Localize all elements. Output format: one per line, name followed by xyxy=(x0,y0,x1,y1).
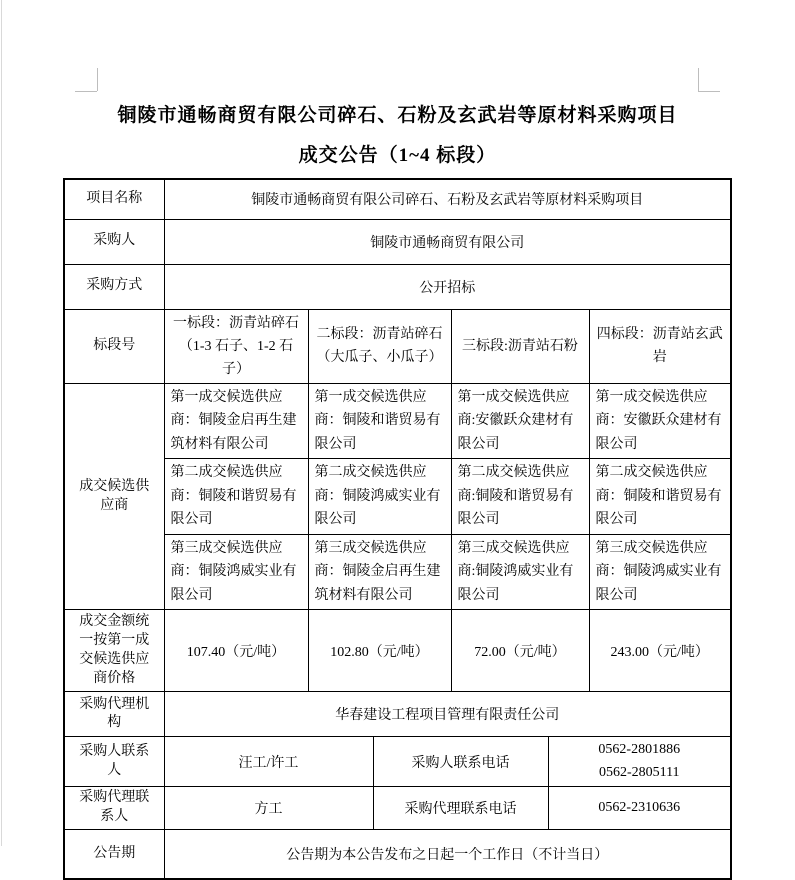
project-name-label: 项目名称 xyxy=(64,179,164,219)
title-line-2: 成交公告（1~4 标段） xyxy=(298,145,497,166)
row-candidates-second xyxy=(64,459,731,535)
method-label: 采购方式 xyxy=(64,264,164,309)
candidate-third-1: 第三成交候选供应商：铜陵鸿威实业有限公司 xyxy=(164,534,308,610)
margin-cropmark-top-right-icon xyxy=(698,68,723,92)
purchaser-phone-label: 采购人联系电话 xyxy=(373,737,548,787)
row-method xyxy=(64,264,731,309)
purchaser-contact-label: 采购人联系人 xyxy=(64,737,164,787)
row-purchaser-contact xyxy=(64,737,731,787)
row-price xyxy=(64,610,731,692)
agency-value: 华春建设工程项目管理有限责任公司 xyxy=(164,692,731,737)
candidate-first-1: 第一成交候选供应商：铜陵金启再生建筑材料有限公司 xyxy=(164,383,308,459)
row-sections xyxy=(64,309,731,383)
section-4: 四标段：沥青站玄武岩 xyxy=(589,309,731,383)
agency-contact-label: 采购代理联系人 xyxy=(64,787,164,830)
purchaser-phone-value xyxy=(548,737,731,787)
title-line-1: 铜陵市通畅商贸有限公司碎石、石粉及玄武岩等原材料采购项目 xyxy=(117,105,678,126)
agency-label: 采购代理机构 xyxy=(64,692,164,737)
candidate-third-2: 第三成交候选供应商：铜陵金启再生建筑材料有限公司 xyxy=(308,534,451,610)
row-notice-period xyxy=(64,829,731,879)
candidate-third-3: 第三成交候选供应商:铜陵鸿威实业有限公司 xyxy=(451,534,589,610)
candidate-first-2: 第一成交候选供应商：铜陵和谐贸易有限公司 xyxy=(308,383,451,459)
method-value: 公开招标 xyxy=(164,264,731,309)
document-title xyxy=(0,96,795,176)
price-2: 102.80（元/吨） xyxy=(308,610,451,692)
agency-phone-label: 采购代理联系电话 xyxy=(373,787,548,830)
purchaser-phone-2: 0562-2805111 xyxy=(598,764,680,780)
notice-period-value: 公告期为本公告发布之日起一个工作日（不计当日） xyxy=(164,829,731,879)
price-1: 107.40（元/吨） xyxy=(164,610,308,692)
purchaser-label: 采购人 xyxy=(64,219,164,264)
section-1: 一标段：沥青站碎石（1-3 石子、1-2 石子） xyxy=(164,309,308,383)
candidate-first-4: 第一成交候选供应商：安徽跃众建材有限公司 xyxy=(589,383,731,459)
purchaser-phone-1: 0562-2801886 xyxy=(598,742,681,758)
candidate-second-1: 第二成交候选供应商：铜陵和谐贸易有限公司 xyxy=(164,459,308,535)
notice-period-label: 公告期 xyxy=(64,829,164,879)
price-3: 72.00（元/吨） xyxy=(451,610,589,692)
row-purchaser xyxy=(64,219,731,264)
section-2: 二标段：沥青站碎石（大瓜子、小瓜子） xyxy=(308,309,451,383)
announcement-table xyxy=(63,178,732,880)
project-name-value: 铜陵市通畅商贸有限公司碎石、石粉及玄武岩等原材料采购项目 xyxy=(164,179,731,219)
candidate-second-4: 第二成交候选供应商：铜陵和谐贸易有限公司 xyxy=(589,459,731,535)
purchaser-value: 铜陵市通畅商贸有限公司 xyxy=(164,219,731,264)
price-label: 成交金额统一按第一成交候选供应商价格 xyxy=(64,610,164,692)
price-4: 243.00（元/吨） xyxy=(589,610,731,692)
row-agency-contact xyxy=(64,787,731,830)
candidate-second-2: 第二成交候选供应商：铜陵鸿威实业有限公司 xyxy=(308,459,451,535)
row-candidates-third xyxy=(64,534,731,610)
row-candidates-first xyxy=(64,383,731,459)
sections-label: 标段号 xyxy=(64,309,164,383)
row-agency xyxy=(64,692,731,737)
candidate-third-4: 第三成交候选供应商：铜陵鸿威实业有限公司 xyxy=(589,534,731,610)
candidate-first-3: 第一成交候选供应商:安徽跃众建材有限公司 xyxy=(451,383,589,459)
candidates-label: 成交候选供应商 xyxy=(64,383,164,610)
agency-phone-value: 0562-2310636 xyxy=(548,787,731,830)
margin-cropmark-top-left-icon xyxy=(75,68,98,92)
candidate-second-3: 第二成交候选供应商:铜陵和谐贸易有限公司 xyxy=(451,459,589,535)
row-project-name xyxy=(64,179,731,219)
section-3: 三标段:沥青站石粉 xyxy=(451,309,589,383)
purchaser-contact-name: 汪工/许工 xyxy=(164,737,373,787)
agency-contact-name: 方工 xyxy=(164,787,373,830)
